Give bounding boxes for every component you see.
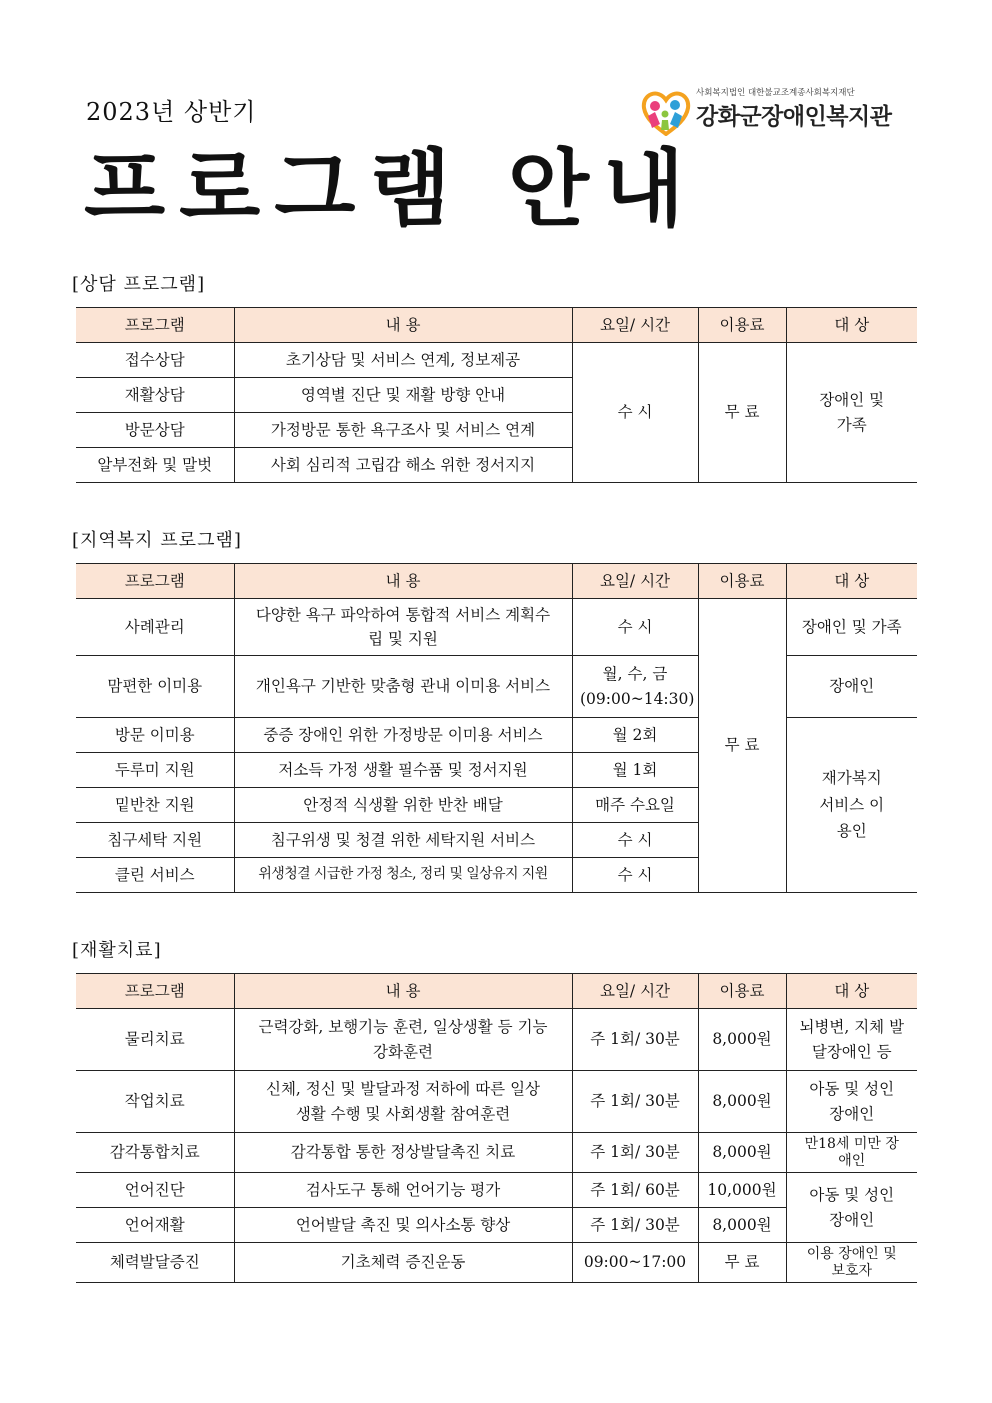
col-header-target: 대 상 — [786, 564, 917, 599]
content-cell: 위생청결 시급한 가정 청소, 정리 및 일상유지 지원 — [234, 858, 572, 893]
content-cell: 기초체력 증진운동 — [234, 1243, 572, 1283]
section-title-community: [지역복지 프로그램] — [72, 530, 242, 551]
fee-cell: 무 료 — [698, 1243, 786, 1283]
program-cell: 맘편한 이미용 — [76, 656, 234, 718]
content-cell: 검사도구 통해 언어기능 평가 — [234, 1173, 572, 1208]
col-header-fee: 이용료 — [698, 564, 786, 599]
col-header-fee: 이용료 — [698, 308, 786, 343]
program-cell: 언어재활 — [76, 1208, 234, 1243]
time-cell: 수 시 — [572, 858, 698, 893]
section-title-rehab: [재활치료] — [72, 940, 162, 961]
table-row — [76, 1071, 917, 1133]
program-cell: 사례관리 — [76, 599, 234, 656]
table-row — [76, 599, 917, 656]
content-text: 신체, 정신 및 발달과정 저하에 따른 일상생활 수행 및 사회생활 참여훈련 — [265, 1080, 541, 1123]
fee-cell: 8,000원 — [698, 1208, 786, 1243]
time-cell: 월 2회 — [572, 718, 698, 753]
fee-cell: 8,000원 — [698, 1009, 786, 1071]
program-cell: 방문 이미용 — [76, 718, 234, 753]
program-cell: 클린 서비스 — [76, 858, 234, 893]
program-cell: 물리치료 — [76, 1009, 234, 1071]
content-cell: 안정적 식생활 위한 반찬 배달 — [234, 788, 572, 823]
col-header-content: 내 용 — [234, 974, 572, 1009]
col-header-content: 내 용 — [234, 308, 572, 343]
program-cell: 감각통합치료 — [76, 1133, 234, 1173]
program-cell: 언어진단 — [76, 1173, 234, 1208]
content-cell: 가정방문 통한 욕구조사 및 서비스 연계 — [234, 413, 572, 448]
time-cell — [572, 656, 698, 718]
target-cell — [786, 1243, 917, 1283]
fee-cell: 무 료 — [698, 343, 786, 483]
target-text: 뇌병변, 지체 발달장애인 등 — [799, 1018, 905, 1061]
program-cell: 재활상담 — [76, 378, 234, 413]
col-header-target: 대 상 — [786, 308, 917, 343]
content-cell — [234, 1071, 572, 1133]
content-cell: 초기상담 및 서비스 연계, 정보제공 — [234, 343, 572, 378]
target-cell: 장애인 및 가족 — [786, 599, 917, 656]
time-cell: 주 1회/ 30분 — [572, 1009, 698, 1071]
time-text: 월, 수, 금 (09:00~14:30) — [580, 665, 695, 708]
content-cell: 개인욕구 기반한 맞춤형 관내 이미용 서비스 — [234, 656, 572, 718]
table-row — [76, 656, 917, 718]
target-cell — [786, 718, 917, 893]
time-cell: 주 1회/ 30분 — [572, 1071, 698, 1133]
section-title-counsel: [상담 프로그램] — [72, 274, 206, 295]
col-header-target: 대 상 — [786, 974, 917, 1009]
program-cell: 방문상담 — [76, 413, 234, 448]
col-header-program: 프로그램 — [76, 308, 234, 343]
logo — [638, 86, 898, 136]
col-header-fee: 이용료 — [698, 974, 786, 1009]
table-row — [76, 1133, 917, 1173]
target-cell — [786, 1173, 917, 1243]
program-cell: 두루미 지원 — [76, 753, 234, 788]
fee-cell: 8,000원 — [698, 1071, 786, 1133]
content-cell: 중증 장애인 위한 가정방문 이미용 서비스 — [234, 718, 572, 753]
target-text: 만18세 미만 장애인 — [804, 1136, 899, 1169]
counsel-table — [76, 307, 917, 483]
content-cell: 언어발달 촉진 및 의사소통 향상 — [234, 1208, 572, 1243]
target-text: 아동 및 성인 장애인 — [809, 1080, 895, 1123]
program-cell: 알부전화 및 말벗 — [76, 448, 234, 483]
program-cell: 밑반찬 지원 — [76, 788, 234, 823]
target-cell — [786, 1133, 917, 1173]
target-text: 재가복지 서비스 이용인 — [819, 769, 885, 841]
time-cell: 주 1회/ 60분 — [572, 1173, 698, 1208]
target-cell — [786, 1009, 917, 1071]
logo-name: 강화군장애인복지관 — [696, 104, 892, 130]
time-cell: 수 시 — [572, 343, 698, 483]
content-cell — [234, 1009, 572, 1071]
target-cell — [786, 1071, 917, 1133]
community-table — [76, 563, 917, 893]
table-row — [76, 1173, 917, 1208]
col-header-time: 요일/ 시간 — [572, 974, 698, 1009]
time-cell: 매주 수요일 — [572, 788, 698, 823]
program-cell: 체력발달증진 — [76, 1243, 234, 1283]
col-header-program: 프로그램 — [76, 564, 234, 599]
fee-cell: 10,000원 — [698, 1173, 786, 1208]
page-title: 프로그램 안내 — [84, 140, 699, 238]
time-cell: 주 1회/ 30분 — [572, 1208, 698, 1243]
time-cell: 주 1회/ 30분 — [572, 1133, 698, 1173]
subtitle: 2023년 상반기 — [86, 98, 257, 126]
col-header-program: 프로그램 — [76, 974, 234, 1009]
target-text: 아동 및 성인 장애인 — [809, 1186, 895, 1229]
content-cell: 영역별 진단 및 재활 방향 안내 — [234, 378, 572, 413]
rehab-table — [76, 973, 917, 1283]
table-row — [76, 343, 917, 378]
time-cell: 09:00~17:00 — [572, 1243, 698, 1283]
col-header-content: 내 용 — [234, 564, 572, 599]
program-cell: 접수상담 — [76, 343, 234, 378]
table-row — [76, 718, 917, 753]
content-cell: 저소득 가정 생활 필수품 및 정서지원 — [234, 753, 572, 788]
target-cell — [786, 343, 917, 483]
program-cell: 작업치료 — [76, 1071, 234, 1133]
fee-cell: 무 료 — [698, 599, 786, 893]
logo-icon — [638, 86, 694, 136]
col-header-time: 요일/ 시간 — [572, 564, 698, 599]
content-text: 다양한 욕구 파악하여 통합적 서비스 계획수립 및 지원 — [255, 605, 551, 648]
col-header-time: 요일/ 시간 — [572, 308, 698, 343]
table-row — [76, 1243, 917, 1283]
target-text: 이용 장애인 및 보호자 — [806, 1246, 897, 1279]
content-cell: 침구위생 및 청결 위한 세탁지원 서비스 — [234, 823, 572, 858]
logo-caption: 사회복지법인 대한불교조계종사회복지재단 — [696, 88, 855, 98]
time-cell: 수 시 — [572, 823, 698, 858]
table-row — [76, 1009, 917, 1071]
target-text: 장애인 및 가족 — [819, 391, 885, 434]
content-cell: 사회 심리적 고립감 해소 위한 정서지지 — [234, 448, 572, 483]
fee-cell: 8,000원 — [698, 1133, 786, 1173]
content-cell: 감각통합 통한 정상발달촉진 치료 — [234, 1133, 572, 1173]
target-cell: 장애인 — [786, 656, 917, 718]
content-cell — [234, 599, 572, 656]
program-cell: 침구세탁 지원 — [76, 823, 234, 858]
time-cell: 월 1회 — [572, 753, 698, 788]
content-text: 근력강화, 보행기능 훈련, 일상생활 등 기능강화훈련 — [258, 1018, 548, 1061]
time-cell: 수 시 — [572, 599, 698, 656]
